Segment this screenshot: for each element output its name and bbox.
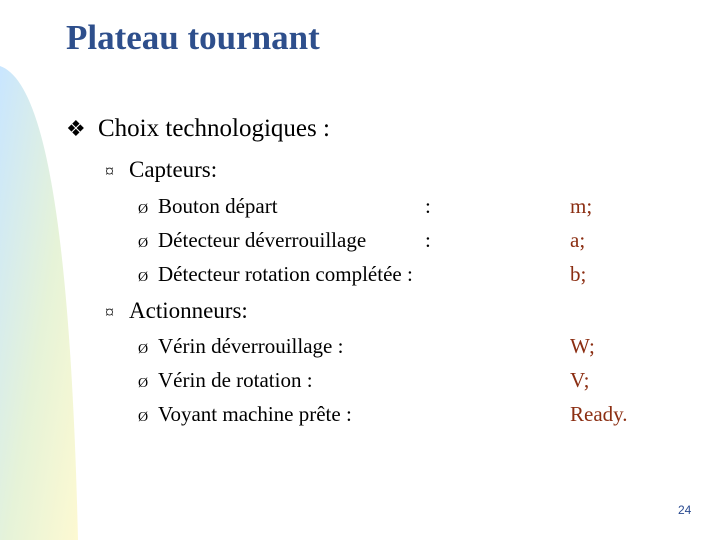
arrow-bullet-icon: Ø	[138, 342, 149, 357]
item-label: Bouton départ	[158, 194, 278, 218]
group-label: Capteurs:	[129, 157, 218, 182]
group-actionneurs	[105, 298, 248, 324]
list-item	[138, 228, 366, 253]
item-label: Détecteur rotation complétée :	[158, 262, 413, 286]
arrow-bullet-icon: Ø	[138, 270, 149, 285]
list-item	[138, 402, 352, 427]
currency-bullet-icon: ¤	[105, 302, 114, 322]
page-number: 24	[678, 503, 692, 517]
item-label: Détecteur déverrouillage	[158, 228, 367, 252]
list-item	[138, 262, 413, 287]
section-label: Choix technologiques :	[98, 115, 330, 142]
item-value: W;	[570, 334, 595, 358]
arrow-bullet-icon: Ø	[138, 376, 149, 391]
item-colon: :	[425, 228, 431, 252]
item-label: Vérin déverrouillage :	[158, 334, 344, 358]
arrow-bullet-icon: Ø	[138, 236, 149, 251]
item-label: Voyant machine prête :	[158, 402, 352, 426]
item-value: V;	[570, 368, 590, 392]
diamond-cluster-icon: ❖	[66, 116, 86, 141]
item-value: a;	[570, 228, 586, 252]
item-label: Vérin de rotation :	[158, 368, 313, 392]
group-label: Actionneurs:	[129, 298, 248, 323]
list-item	[138, 368, 313, 393]
group-capteurs	[105, 157, 217, 183]
slide-title: Plateau tournant	[66, 18, 320, 57]
item-value: Ready.	[570, 402, 628, 426]
list-item	[138, 194, 278, 219]
item-value: m;	[570, 194, 593, 218]
currency-bullet-icon: ¤	[105, 161, 114, 181]
item-colon: :	[425, 194, 431, 218]
list-item	[138, 334, 343, 359]
item-value: b;	[570, 262, 587, 286]
section-heading	[66, 115, 330, 143]
arrow-bullet-icon: Ø	[138, 410, 149, 425]
arrow-bullet-icon: Ø	[138, 202, 149, 217]
